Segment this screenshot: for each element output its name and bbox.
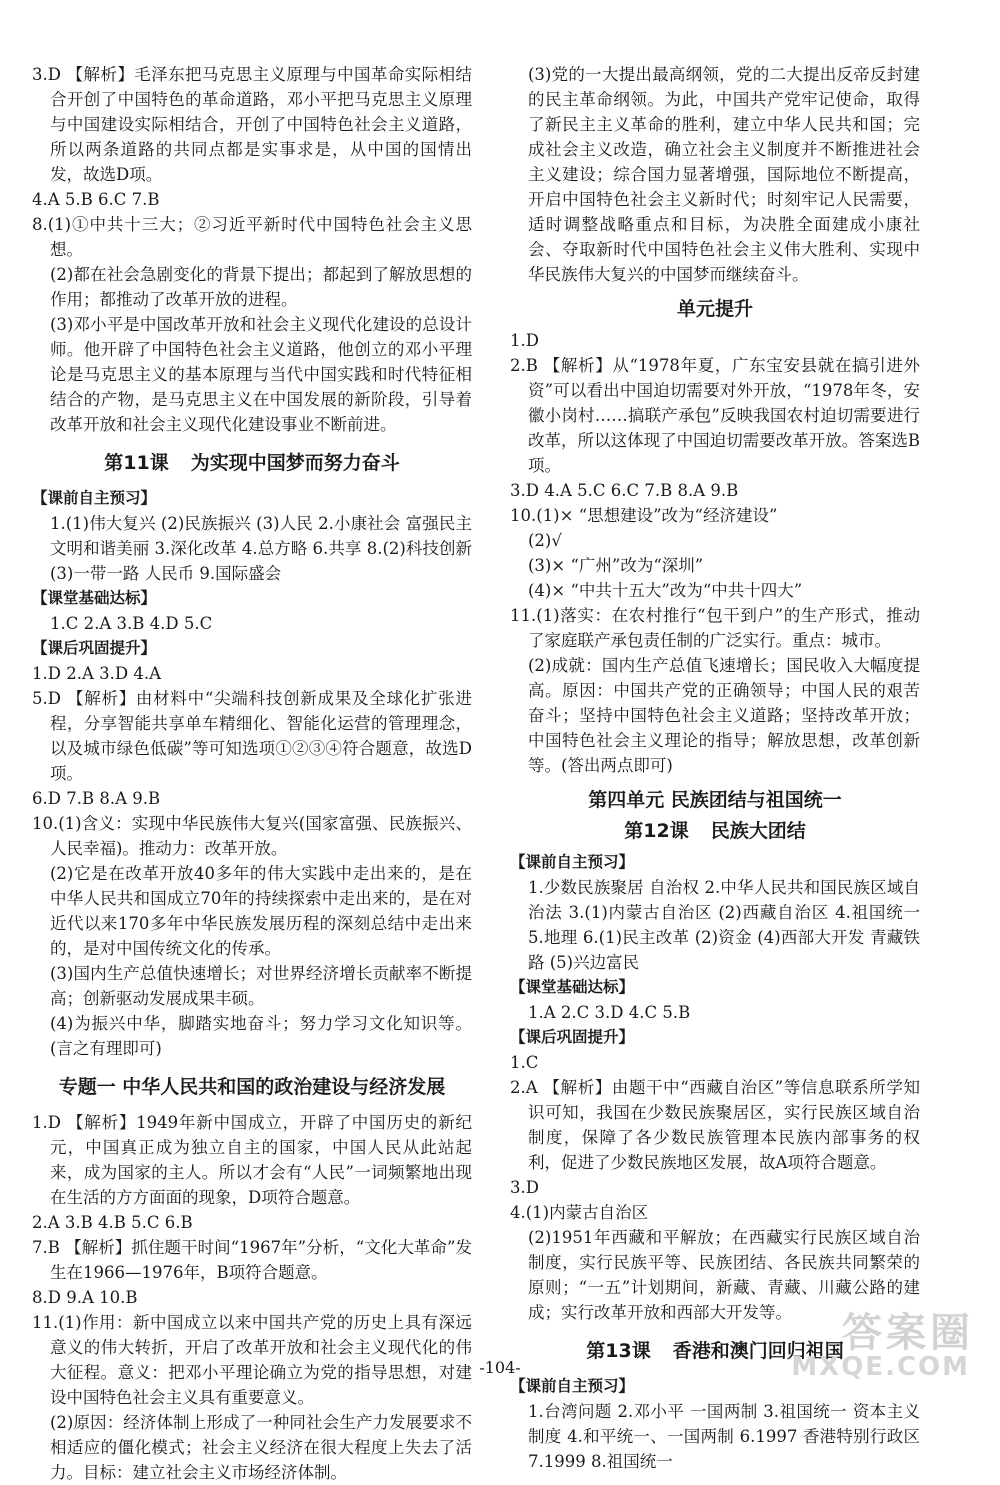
answer-subitem: 1.台湾问题 2.邓小平 一国两制 3.祖国统一 资本主义制度 4.和平统一、一国两制 6.1997 香港特别行政区 7.1999 8.祖国统一 (528, 1402, 920, 1471)
answer-item: 11.(1)作用：新中国成立以来中国共产党的历史上具有深远意义的伟大转折，开启了改革开放和社会主义现代化的伟大征程。意义：把邓小平理论确立为党的指导思想，对建设中国特色社会主义具有重要意义。 (32, 1313, 472, 1407)
answer-subitem: (2)它是在改革开放40多年的伟大实践中走出来的，是在中华人民共和国成立70年的持续探索中走出来的，是在对近代以来170多年中华民族发展历程的深刻总结中走出来的，是对中国传统文化的传承。 (50, 864, 472, 958)
lesson-number: 第12课 (624, 820, 689, 842)
answer-subitem: (3)党的一大提出最高纲领，党的二大提出反帝反封建的民主革命纲领。为此，中国共产党牢记使命，取得了新民主主义革命的胜利，建立中华人民共和国；完成社会主义改造，确立社会主义制度并不断推进社会主义建设；综合国力显著增强，国际地位不断提高，开启中国特色社会主义新时代；时刻牢记人民需要，适时调整战略重点和目标，为决胜全面建成小康社会、夺取新时代中国特色社会主义伟大胜利、实现中华民族伟大复兴的中国梦而继续奋斗。 (528, 65, 920, 284)
answer-item: 1.D 【解析】1949年新中国成立，开辟了中国历史的新纪元，中国真正成为独立自主的国家，中国人民从此站起来，成为国家的主人。所以才会有“人民”一词频繁地出现在生活的方方面面的现象，D项符合题意。 (32, 1113, 472, 1207)
answer-subitem: 1.C 2.A 3.B 4.D 5.C (50, 614, 213, 633)
section-label: 【课堂基础达标】 (510, 978, 635, 996)
section-label: 【课前自主预习】 (510, 853, 635, 871)
section-label: 【课堂基础达标】 (32, 589, 157, 607)
answer-item: 2.B 【解析】从“1978年夏，广东宝安县就在搞引进外资”可以看出中国迫切需要对外开放，“1978年冬，安徽小岗村……搞联产承包”反映我国农村迫切需要进行改革，所以这体现了中国迫切需要改革开放。答案选B项。 (510, 356, 920, 475)
page-number: -104- (479, 1358, 521, 1377)
answer-item: 10.(1)含义：实现中华民族伟大复兴(国家富强、民族振兴、人民幸福)。推动力：改革开放。 (32, 814, 472, 858)
answer-item: 1.C (510, 1053, 539, 1072)
section-label: 【课前自主预习】 (32, 489, 157, 507)
watermark-logo: 答案圈 (842, 1310, 974, 1356)
lesson-title: 民族大团结 (710, 820, 806, 842)
section-label: 【课前自主预习】 (510, 1377, 635, 1395)
answer-subitem: 1.A 2.C 3.D 4.C 5.B (528, 1003, 691, 1022)
answer-subitem: (4)为振兴中华，脚踏实地奋斗；努力学习文化知识等。(言之有理即可) (50, 1014, 472, 1058)
answer-item: 3.D 【解析】毛泽东把马克思主义原理与中国革命实际相结合开创了中国特色的革命道路，邓小平把马克思主义原理与中国建设实际相结合，开创了中国特色社会主义道路，所以两条道路的共同点都是实事求是，从中国的国情出发，故选D项。 (32, 65, 472, 184)
answer-subitem: (2)成就：国内生产总值飞速增长；国民收入大幅度提高。原因：中国共产党的正确领导；中国人民的艰苦奋斗；坚持中国特色社会主义道路；坚持改革开放；中国特色社会主义理论的指导；解放思想，改革创新等。(答出两点即可) (528, 656, 920, 775)
answer-subitem: (3)国内生产总值快速增长；对世界经济增长贡献率不断提高；创新驱动发展成果丰硕。 (50, 964, 472, 1008)
lesson-11-heading (32, 451, 472, 476)
right-column (510, 62, 920, 1474)
lesson-number: 第11课 (104, 452, 169, 474)
answer-item: 3.D (510, 1178, 539, 1197)
lesson-title: 为实现中国梦而努力奋斗 (190, 452, 400, 474)
answer-item: 2.A 【解析】由题干中“西藏自治区”等信息联系所学知识可知，我国在少数民族聚居区，实行民族区域自治制度，保障了各少数民族管理本民族内部事务的权利，促进了少数民族地区发展，故A项符合题意。 (510, 1078, 920, 1172)
lesson-12-heading (510, 819, 920, 844)
answer-item: 8.D 9.A 10.B (32, 1288, 138, 1307)
answer-item: 8.(1)①中共十三大；②习近平新时代中国特色社会主义思想。 (32, 215, 472, 259)
unit-review-heading: 单元提升 (676, 298, 753, 320)
answer-subitem: (3)× “广州”改为“深圳” (528, 556, 704, 575)
answer-item: 7.B 【解析】抓住题干时间“1967年”分析，“文化大革命”发生在1966—1976年，B项符合题意。 (32, 1238, 472, 1282)
answer-item: 3.D 4.A 5.C 6.C 7.B 8.A 9.B (510, 481, 739, 500)
unit-4-heading: 第四单元 民族团结与祖国统一 (588, 789, 842, 811)
answer-subitem: (2)1951年西藏和平解放；在西藏实行民族区域自治制度，实行民族平等、民族团结、各民族共同繁荣的原则；“一五”计划期间，新藏、青藏、川藏公路的建成；实行改革开放和西部大开发等。 (528, 1228, 920, 1322)
answer-item: 5.D 【解析】由材料中“尖端科技创新成果及全球化扩张进程，分享智能共享单车精细化、智能化运营的管理理念，以及城市绿色低碳”等可知选项①②③④符合题意，故选D项。 (32, 689, 472, 783)
answer-item: 10.(1)× “思想建设”改为“经济建设” (510, 506, 778, 525)
answer-item: 1.D 2.A 3.D 4.A (32, 664, 161, 683)
lesson-number: 第13课 (586, 1340, 651, 1362)
left-column (32, 62, 472, 1485)
answer-subitem: 1.(1)伟大复兴 (2)民族振兴 (3)人民 2.小康社会 富强民主文明和谐美丽 3.深化改革 4.总方略 6.共享 8.(2)科技创新 (3)一带一路 人民币 9.国际盛会 (50, 514, 472, 583)
answer-subitem: 1.少数民族聚居 自治权 2.中华人民共和国民族区域自治法 3.(1)内蒙古自治区 (2)西藏自治区 4.祖国统一 5.地理 6.(1)民主改革 (2)资金 (4)西部大开发 青藏铁路 (5)兴边富民 (528, 878, 920, 972)
watermark-url: MXQE.COM (791, 1352, 970, 1382)
topic-1-heading: 专题一 中华人民共和国的政治建设与经济发展 (58, 1076, 446, 1098)
answer-item: 6.D 7.B 8.A 9.B (32, 789, 161, 808)
lesson-title: 香港和澳门回归祖国 (672, 1340, 844, 1362)
answer-subitem: (2)原因：经济体制上形成了一种同社会生产力发展要求不相适应的僵化模式；社会主义经济在很大程度上失去了活力。目标：建立社会主义市场经济体制。 (50, 1413, 472, 1482)
answer-item: 4.(1)内蒙古自治区 (510, 1203, 649, 1222)
answer-item: 2.A 3.B 4.B 5.C 6.B (32, 1213, 193, 1232)
answer-item: 4.A 5.B 6.C 7.B (32, 190, 160, 209)
section-label: 【课后巩固提升】 (510, 1028, 635, 1046)
answer-item: 1.D (510, 331, 539, 350)
answer-subitem: (3)邓小平是中国改革开放和社会主义现代化建设的总设计师。他开辟了中国特色社会主义道路，他创立的邓小平理论是马克思主义的基本原理与当代中国实践和时代特征相结合的产物，是马克思主义在中国发展的新阶段，引导着改革开放和社会主义现代化建设事业不断前进。 (50, 315, 472, 434)
answer-subitem: (2)都在社会急剧变化的背景下提出；都起到了解放思想的作用；都推动了改革开放的进程。 (50, 265, 472, 309)
answer-subitem: (2)√ (528, 531, 562, 550)
answer-item: 11.(1)落实：在农村推行“包干到户”的生产形式，推动了家庭联产承包责任制的广泛实行。重点：城市。 (510, 606, 920, 650)
answer-subitem: (4)× “中共十五大”改为“中共十四大” (528, 581, 803, 600)
section-label: 【课后巩固提升】 (32, 639, 157, 657)
